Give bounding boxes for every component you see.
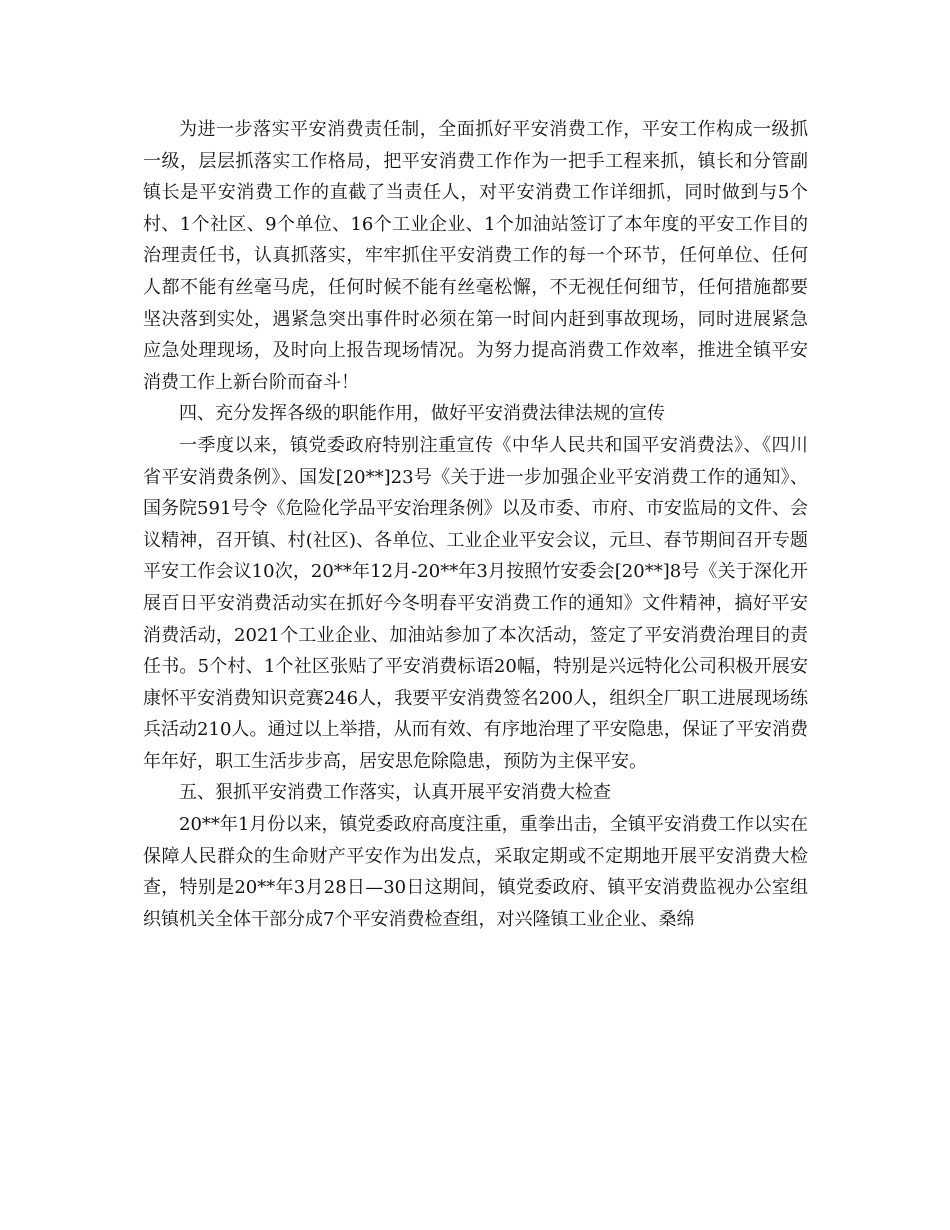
section-heading-four: 四、充分发挥各级的职能作用，做好平安消费法律法规的宣传 xyxy=(179,403,665,425)
section-heading-five: 五、狠抓平安消费工作落实，认真开展平安消费大检查 xyxy=(179,782,611,804)
paragraph-responsibility: 为进一步落实平安消费责任制，全面抓好平安消费工作，平安工作构成一级抓一级，层层抓落实工作格局，把平安消费工作作为一把手工程来抓，镇长和分管副镇长是平安消费工作的直截了当责任人，对平安消费工作详细抓，同时做到与5个村、1个社区、9个单位、16个工业企业、1个加油站签订了本年度的平安工作目的治理责任书，认真抓落实，牢牢抓住平安消费工作的每一个环节，任何单位、任何人都不能有丝毫马虎，任何时候不能有丝毫松懈，不无视任何细节，任何措施都要坚决落到实处，遇紧急突出事件时必须在第一时间内赶到事故现场，同时进展紧急应急处理现场，及时向上报告现场情况。为努力提高消费工作效率，推进全镇平安消费工作上新台阶而奋斗！ xyxy=(143,119,808,393)
document-body xyxy=(143,114,808,935)
paragraph-inspection: 20**年1月份以来，镇党委政府高度注重，重拳出击，全镇平安消费工作以实在保障人民群众的生命财产平安作为出发点，采取定期或不定期地开展平安消费大检查，特别是20**年3月28日—30日这期间，镇党委政府、镇平安消费监视办公室组织镇机关全体干部分成7个平安消费检查组，对兴隆镇工业企业、桑绵 xyxy=(143,814,808,930)
paragraph-publicity: 一季度以来，镇党委政府特别注重宣传《中华人民共和国平安消费法》、《四川省平安消费条例》、国发[20**]23号《关于进一步加强企业平安消费工作的通知》、国务院591号令《危险化学品平安治理条例》以及市委、市府、市安监局的文件、会议精神，召开镇、村(社区)、各单位、工业企业平安会议，元旦、春节期间召开专题平安工作会议10次，20**年12月-20**年3月按照竹安委会[20**]8号《关于深化开展百日平安消费活动实在抓好今冬明春平安消费工作的通知》文件精神，搞好平安消费活动，2021个工业企业、加油站参加了本次活动，签定了平安消费治理目的责任书。5个村、1个社区张贴了平安消费标语20幅，特别是兴远特化公司积极开展安康怀平安消费知识竞赛246人，我要平安消费签名200人，组织全厂职工进展现场练兵活动210人。通过以上举措，从而有效、有序地治理了平安隐患，保证了平安消费年年好，职工生活步步高，居安思危除隐患，预防为主保平安。 xyxy=(143,434,808,772)
